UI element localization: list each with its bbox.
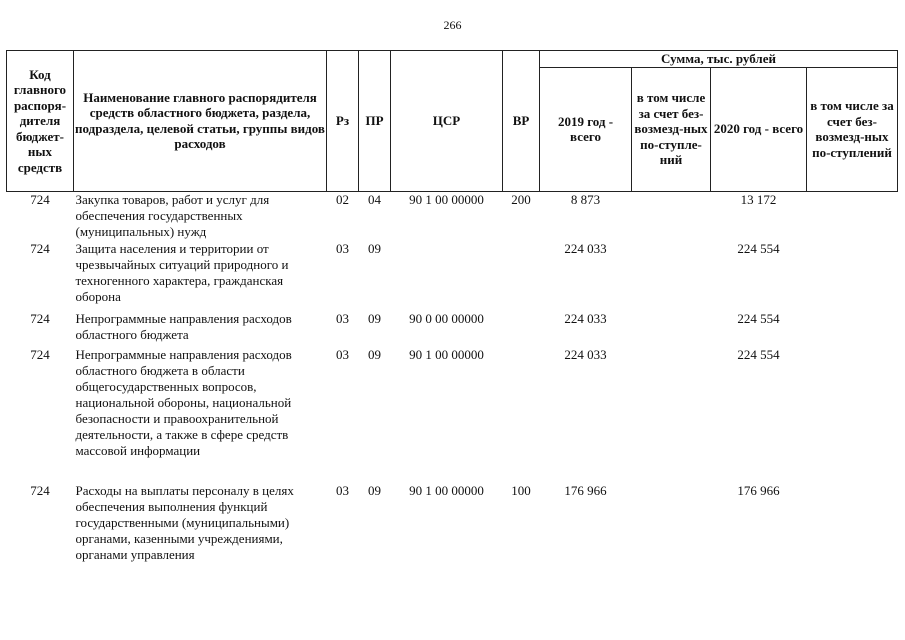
- header-2019-total: 2019 год - всего: [540, 67, 632, 191]
- cell-2019-total: 224 033: [564, 241, 607, 256]
- header-2019-free: в том числе за счет без-возмезд-ных по-ступле-ний: [632, 67, 711, 191]
- table-header: [7, 51, 898, 192]
- cell-name: Непрограммные направления расходов областного бюджета: [75, 311, 292, 342]
- page-number: 266: [443, 18, 462, 32]
- cell-2020-total: 176 966: [737, 483, 780, 498]
- cell-vr: 200: [511, 191, 531, 207]
- cell-2020-free: [807, 483, 898, 587]
- header-2020-total: 2020 год - всего: [711, 67, 807, 191]
- cell-vr: [503, 311, 540, 347]
- cell-pr: 09: [368, 311, 381, 326]
- cell-pr: 09: [368, 241, 381, 256]
- cell-2020-total: 224 554: [737, 241, 780, 256]
- cell-2019-total: 176 966: [564, 483, 607, 498]
- cell-rz: 03: [336, 241, 349, 256]
- cell-2019-free: [632, 191, 711, 241]
- table-row: [7, 191, 898, 241]
- cell-code: 724: [30, 347, 50, 362]
- table-body: [7, 191, 898, 587]
- cell-csr: [391, 241, 503, 311]
- cell-name: Закупка товаров, работ и услуг для обеспечения государственных (муниципальных) нужд: [75, 191, 270, 239]
- cell-2019-total: 8 873: [570, 191, 601, 207]
- header-rz: Рз: [327, 51, 359, 192]
- cell-csr: 90 1 00 00000: [409, 191, 484, 207]
- cell-rz: 03: [336, 311, 349, 326]
- cell-2020-free: [807, 311, 898, 347]
- cell-2019-free: [632, 311, 711, 347]
- cell-2020-total: 224 554: [737, 311, 780, 326]
- cell-code: 724: [30, 483, 50, 498]
- table-row: [7, 483, 898, 587]
- cell-pr: 09: [368, 347, 381, 362]
- cell-code: 724: [30, 241, 50, 256]
- header-name: Наименование главного распорядителя средств областного бюджета, раздела, подраздела, целевой статьи, группы видов расходов: [74, 51, 327, 192]
- cell-2019-free: [632, 483, 711, 587]
- cell-2020-free: [807, 191, 898, 241]
- cell-pr: 09: [368, 483, 381, 498]
- cell-code: 724: [30, 311, 50, 326]
- cell-csr: 90 1 00 00000: [409, 347, 484, 362]
- cell-2019-total: 224 033: [564, 347, 607, 362]
- header-code: Код главного распоря-дителя бюджет-ных средств: [7, 51, 74, 192]
- cell-pr: 04: [368, 191, 381, 207]
- cell-vr: [503, 347, 540, 483]
- table-row: [7, 311, 898, 347]
- header-sum-group: Сумма, тыс. рублей: [540, 51, 898, 68]
- cell-2019-free: [632, 241, 711, 311]
- cell-vr: 100: [511, 483, 531, 498]
- budget-table: [6, 50, 898, 587]
- table-row: [7, 347, 898, 483]
- cell-csr: 90 1 00 00000: [409, 483, 484, 498]
- cell-name: Расходы на выплаты персоналу в целях обеспечения выполнения функций государственными (муниципальными) органами, казенными учреждениями, органами управления: [75, 483, 294, 562]
- header-pr: ПР: [359, 51, 391, 192]
- cell-2019-free: [632, 347, 711, 483]
- cell-csr: 90 0 00 00000: [409, 311, 484, 326]
- cell-2020-total: 224 554: [737, 347, 780, 362]
- cell-rz: 03: [336, 483, 349, 498]
- cell-rz: 02: [336, 191, 349, 207]
- cell-name: Непрограммные направления расходов областного бюджета в области общегосударственных вопросов, национальной обороны, национальной безопасности и правоохранительной деятельности, а также в сфере средств массовой информации: [75, 347, 292, 458]
- header-2020-free: в том числе за счет без-возмезд-ных по-ступлений: [807, 67, 898, 191]
- cell-rz: 03: [336, 347, 349, 362]
- table-row: [7, 241, 898, 311]
- cell-2020-free: [807, 241, 898, 311]
- header-vr: ВР: [503, 51, 540, 192]
- header-csr: ЦСР: [391, 51, 503, 192]
- cell-vr: [503, 241, 540, 311]
- cell-2020-free: [807, 347, 898, 483]
- cell-code: 724: [30, 191, 50, 207]
- cell-2019-total: 224 033: [564, 311, 607, 326]
- cell-name: Защита населения и территории от чрезвычайных ситуаций природного и техногенного характера, гражданская оборона: [75, 241, 289, 304]
- cell-2020-total: 13 172: [740, 191, 777, 207]
